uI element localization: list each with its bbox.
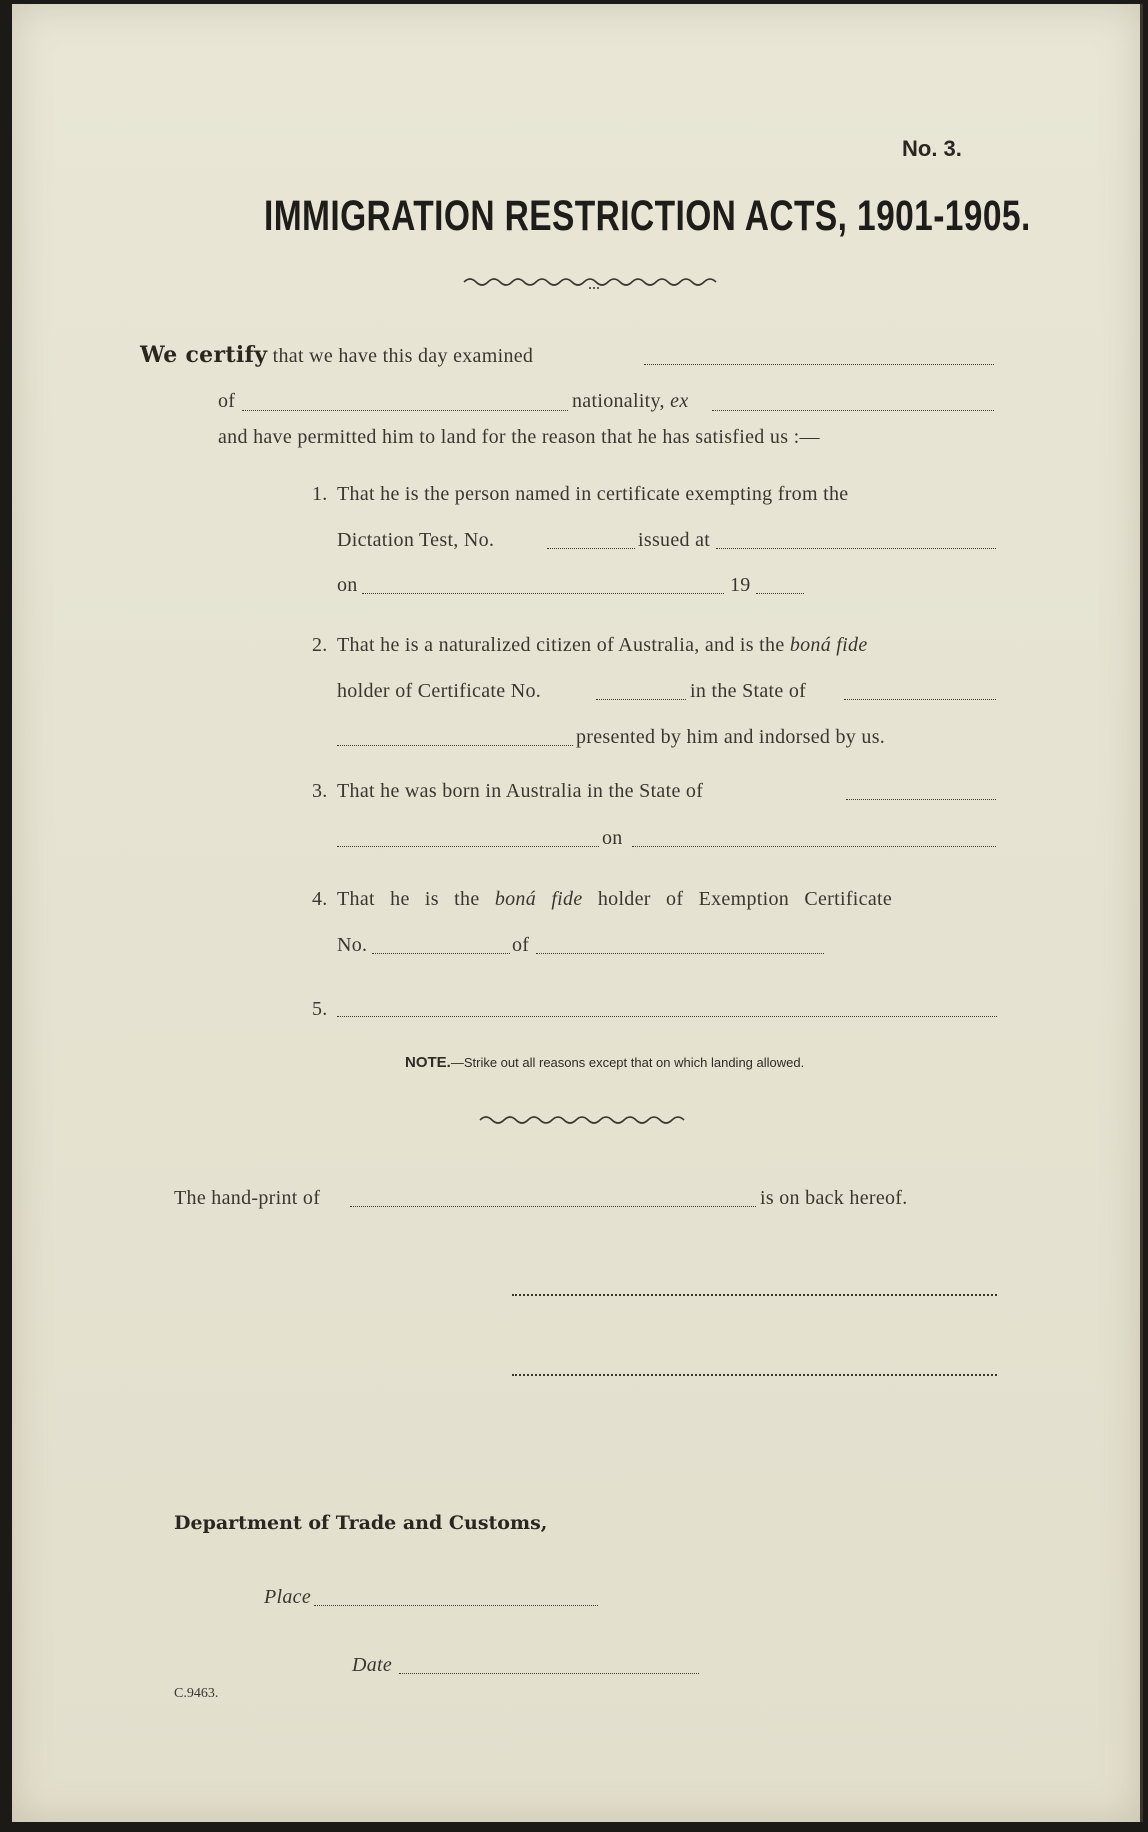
certificate-no-label: holder of Certificate No. [337,680,542,702]
signature-line-2[interactable] [512,1374,997,1376]
birth-date-field[interactable] [632,846,996,847]
handprint-label: The hand-print of [174,1187,321,1209]
handprint-name-field[interactable] [350,1206,756,1207]
title-ornament-divider [462,272,722,292]
date-label: Date [352,1654,393,1676]
reason-4-text: That he is the boná fide holder of Exemption Certificate [337,888,893,910]
reason-3-text: That he was born in Australia in the State of [337,780,704,802]
year-field[interactable] [756,593,804,594]
reason-5-number: 5. [312,998,328,1020]
nationality-ex-field[interactable] [712,410,994,411]
certificate-no-field[interactable] [596,699,686,700]
nationality-label: nationality, ex [572,390,689,412]
section-ornament-divider [478,1112,688,1128]
exemption-of-field[interactable] [536,953,824,954]
place-field[interactable] [314,1605,598,1606]
reason-2-number: 2. [312,634,328,656]
dictation-number-field[interactable] [547,548,635,549]
certify-line [140,342,533,368]
dictation-test-label: Dictation Test, No. [337,529,495,551]
birth-on-label: on [602,827,623,849]
reason-5-field[interactable] [337,1016,997,1017]
department-name: Department of Trade and Customs, [174,1512,548,1534]
note-text: NOTE.—Strike out all reasons except that on which landing allowed. [405,1054,805,1071]
handprint-tail: is on back hereof. [760,1187,908,1209]
on-date-field[interactable] [362,593,724,594]
permitted-text: and have permitted him to land for the reason that he has satisfied us :— [218,426,820,448]
year-prefix: 19 [730,574,751,596]
birth-state-field[interactable] [846,799,996,800]
form-number: No. 3. [902,136,962,161]
form-sheet [12,4,1143,1822]
certify-lead: We certify [140,342,268,368]
place-label: Place [264,1586,312,1608]
examined-name-field[interactable] [644,364,994,365]
of-label: of [218,390,236,412]
page-title: IMMIGRATION RESTRICTION ACTS, 1901-1905. [264,192,1031,240]
origin-field[interactable] [242,410,568,411]
exemption-of-label: of [512,934,530,956]
reason-3-number: 3. [312,780,328,802]
exemption-no-label: No. [337,934,368,956]
presented-field[interactable] [337,745,573,746]
presented-text: presented by him and indorsed by us. [576,726,886,748]
reason-4-number: 4. [312,888,328,910]
certify-text: that we have this day examined [272,345,534,367]
issued-at-label: issued at [638,529,711,551]
birth-place-field[interactable] [337,846,599,847]
signature-line-1[interactable] [512,1294,997,1296]
reason-1-text: That he is the person named in certificate exempting from the [337,483,849,505]
date-field[interactable] [399,1673,699,1674]
state-field[interactable] [844,699,996,700]
exemption-no-field[interactable] [372,953,510,954]
form-code: C.9463. [174,1686,219,1701]
issued-at-field[interactable] [716,548,996,549]
reason-2-text: That he is a naturalized citizen of Australia, and is the boná fide [337,634,868,656]
on-label: on [337,574,358,596]
reason-1-number: 1. [312,483,328,505]
state-of-label: in the State of [690,680,807,702]
